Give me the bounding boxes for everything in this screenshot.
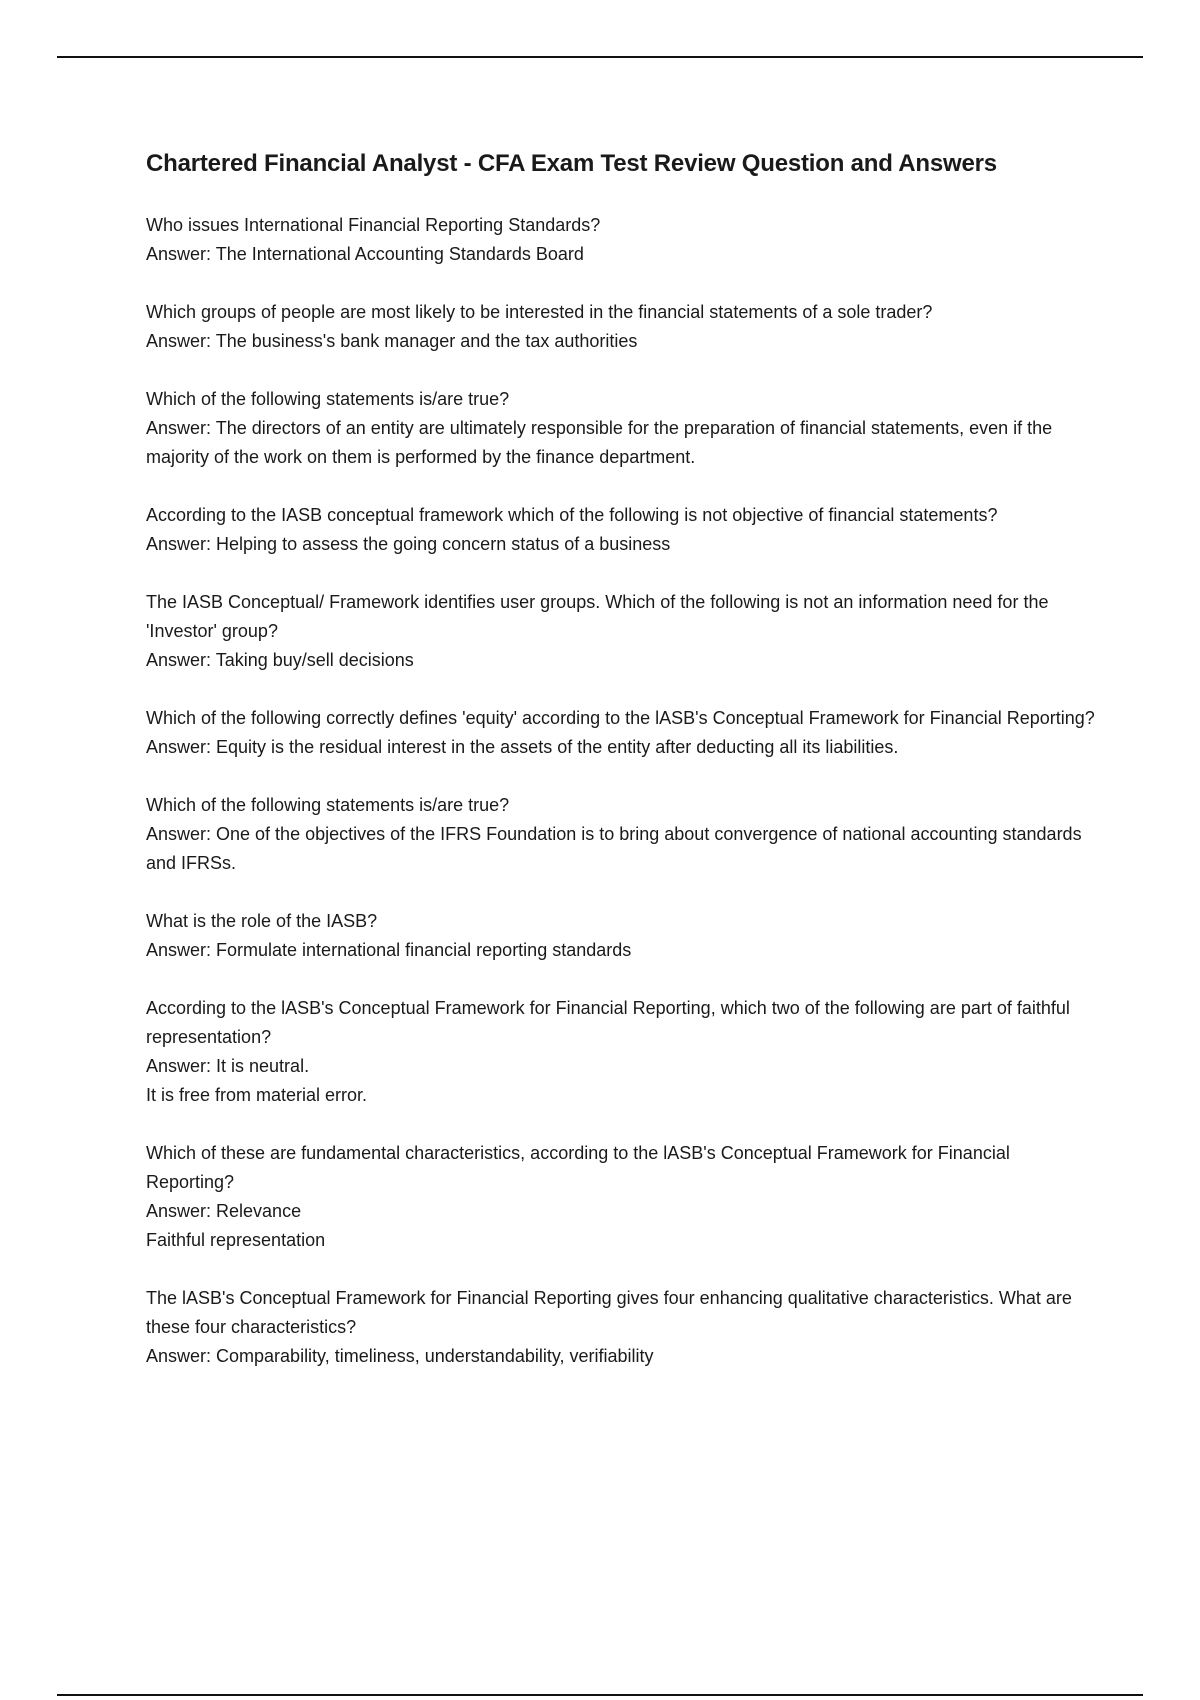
question-text: According to the IASB conceptual framework which of the following is not objective of financial statements?	[146, 505, 998, 525]
answer-text: Answer: Taking buy/sell decisions	[146, 650, 414, 670]
answer-text: Answer: Formulate international financial reporting standards	[146, 940, 632, 960]
page-title: Chartered Financial Analyst - CFA Exam Test Review Question and Answers	[146, 150, 997, 177]
qa-item	[146, 791, 1101, 878]
qa-item	[146, 1139, 1101, 1255]
footer-rule	[57, 1694, 1143, 1696]
question-text: According to the lASB's Conceptual Framework for Financial Reporting, which two of the following are part of faithful representation?	[146, 998, 1070, 1047]
question-text: The IASB Conceptual/ Framework identifies user groups. Which of the following is not an information need for the 'Investor' group?	[146, 592, 1049, 641]
qa-item	[146, 994, 1101, 1110]
answer-text: Answer: Comparability, timeliness, understandability, verifiability	[146, 1346, 654, 1366]
qa-item	[146, 907, 1101, 965]
answer-text: Answer: One of the objectives of the IFRS Foundation is to bring about convergence of national accounting standards and IFRSs.	[146, 824, 1082, 873]
question-text: Which of the following statements is/are true?	[146, 389, 510, 409]
qa-item	[146, 211, 1101, 269]
question-text: Who issues International Financial Reporting Standards?	[146, 215, 601, 235]
answer-text: Answer: It is neutral.	[146, 1056, 310, 1076]
answer-text: Answer: Relevance	[146, 1201, 302, 1221]
answer-continuation: It is free from material error.	[146, 1085, 368, 1105]
qa-item	[146, 1284, 1101, 1371]
question-text: Which of the following statements is/are true?	[146, 795, 510, 815]
question-text: What is the role of the IASB?	[146, 911, 378, 931]
answer-continuation: Faithful representation	[146, 1230, 326, 1250]
answer-text: Answer: The directors of an entity are ultimately responsible for the preparation of financial statements, even if the majority of the work on them is performed by the finance department.	[146, 418, 1053, 467]
question-text: Which of the following correctly defines 'equity' according to the lASB's Conceptual Framework for Financial Reporting?	[146, 708, 1095, 728]
answer-text: Answer: Helping to assess the going concern status of a business	[146, 534, 671, 554]
qa-item	[146, 501, 1101, 559]
header-rule	[57, 56, 1143, 58]
qa-item	[146, 704, 1101, 762]
question-text: Which of these are fundamental characteristics, according to the lASB's Conceptual Framework for Financial Reporting?	[146, 1143, 1010, 1192]
document-body	[146, 146, 1101, 1400]
question-text: Which groups of people are most likely to be interested in the financial statements of a sole trader?	[146, 302, 933, 322]
qa-item	[146, 385, 1101, 472]
answer-text: Answer: The International Accounting Standards Board	[146, 244, 584, 264]
qa-item	[146, 588, 1101, 675]
answer-text: Answer: Equity is the residual interest in the assets of the entity after deducting all its liabilities.	[146, 737, 899, 757]
qa-item	[146, 298, 1101, 356]
answer-text: Answer: The business's bank manager and the tax authorities	[146, 331, 638, 351]
question-text: The lASB's Conceptual Framework for Financial Reporting gives four enhancing qualitative characteristics. What are these four characteristics?	[146, 1288, 1072, 1337]
